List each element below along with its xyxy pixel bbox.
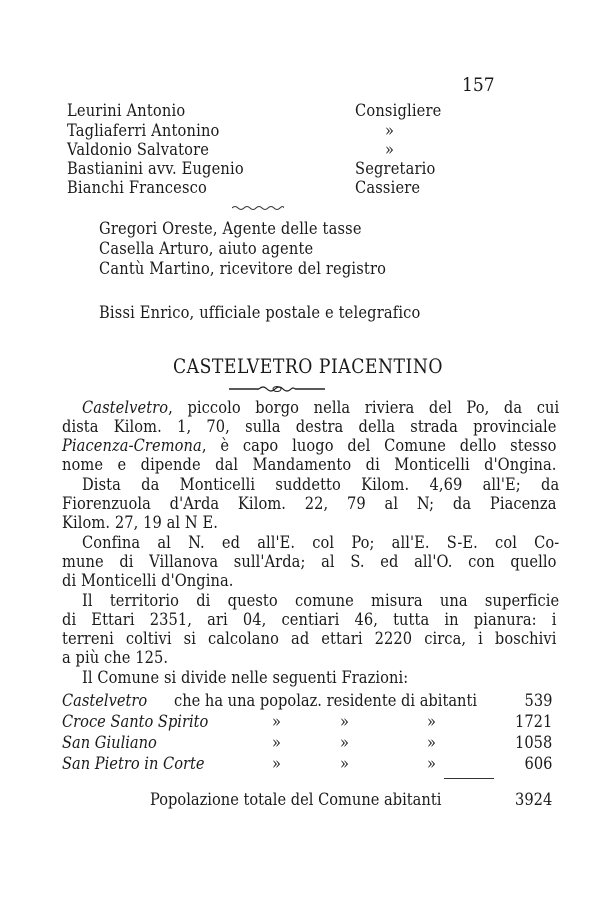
text-line: terreni coltivi si calcolano ad ettari 2220 circa, i boschivi <box>62 629 557 649</box>
fraction-label: che ha una popolaz. residente di abitanti <box>174 691 478 711</box>
ditto-mark: » <box>427 712 436 732</box>
place-name: Castelvetro <box>82 398 169 418</box>
ditto-mark: » <box>340 754 349 774</box>
official-role: Segretario <box>355 159 436 179</box>
official-role: » <box>385 140 395 160</box>
official-role: » <box>385 121 395 141</box>
road-name: Piacenza-Cremona <box>62 436 202 456</box>
fraction-name: Castelvetro <box>62 691 148 711</box>
official-name: Leurini Antonio <box>67 101 186 121</box>
fraction-name: San Pietro in Corte <box>62 754 205 774</box>
ditto-mark: » <box>272 712 281 732</box>
sum-rule <box>444 778 494 779</box>
ditto-mark: » <box>340 712 349 732</box>
total-label: Popolazione totale del Comune abitanti <box>150 790 442 810</box>
text-line: Confina al N. ed all'E. col Po; all'E. S-E. col Co- <box>82 533 560 553</box>
total-population: 3924 <box>514 790 552 810</box>
fraction-population: 539 <box>524 691 552 711</box>
wavy-divider <box>232 205 284 211</box>
postal-officer: Bissi Enrico, ufficiale postale e telegrafico <box>99 303 421 323</box>
official-name: Bianchi Francesco <box>67 178 208 198</box>
fraction-name: Croce Santo Spirito <box>62 712 209 732</box>
text-line: Il Comune si divide nelle seguenti Frazioni: <box>82 668 409 688</box>
text-line: di Ettari 2351, ari 04, centiari 46, tutta in pianura: i <box>62 610 557 630</box>
section-title: CASTELVETRO PIACENTINO <box>172 354 444 378</box>
fraction-name: San Giuliano <box>62 733 157 753</box>
agent-line: Casella Arturo, aiuto agente <box>99 239 314 259</box>
ditto-mark: » <box>272 754 281 774</box>
official-role: Cassiere <box>355 178 421 198</box>
text-line: Fiorenzuola d'Arda Kilom. 22, 79 al N; da Piacenza <box>62 494 557 514</box>
official-name: Tagliaferri Antonino <box>67 121 220 141</box>
official-name: Bastianini avv. Eugenio <box>67 159 244 179</box>
ditto-mark: » <box>340 733 349 753</box>
ornament-divider <box>229 384 325 394</box>
text-line: dista Kilom. 1, 70, sulla destra della strada provinciale <box>62 417 557 437</box>
text-line: mune di Villanova sull'Arda; al S. ed all'O. con quello <box>62 552 557 572</box>
ditto-mark: » <box>272 733 281 753</box>
text-line: Kilom. 27, 19 al N E. <box>62 513 218 533</box>
text-line <box>62 436 557 456</box>
ditto-mark: » <box>427 733 436 753</box>
fraction-population: 1058 <box>514 733 552 753</box>
official-role: Consigliere <box>355 101 442 121</box>
agent-line: Cantù Martino, ricevitore del registro <box>99 259 387 279</box>
fraction-population: 606 <box>524 754 552 774</box>
ditto-mark: » <box>427 754 436 774</box>
agent-line: Gregori Oreste, Agente delle tasse <box>99 219 362 239</box>
text-line <box>82 398 560 418</box>
page-number: 157 <box>462 74 495 96</box>
text-line: Il territorio di questo comune misura una superficie <box>82 591 560 611</box>
text-fragment: , piccolo borgo nella riviera del Po, da cui <box>168 398 560 418</box>
text-fragment: , è capo luogo del Comune dello stesso <box>201 436 557 456</box>
official-name: Valdonio Salvatore <box>67 140 210 160</box>
text-line: Dista da Monticelli suddetto Kilom. 4,69 all'E; da <box>82 475 560 495</box>
text-line: nome e dipende dal Mandamento di Monticelli d'Ongina. <box>62 455 557 475</box>
fraction-population: 1721 <box>514 712 552 732</box>
text-line: a più che 125. <box>62 648 169 668</box>
text-line: di Monticelli d'Ongina. <box>62 571 234 591</box>
